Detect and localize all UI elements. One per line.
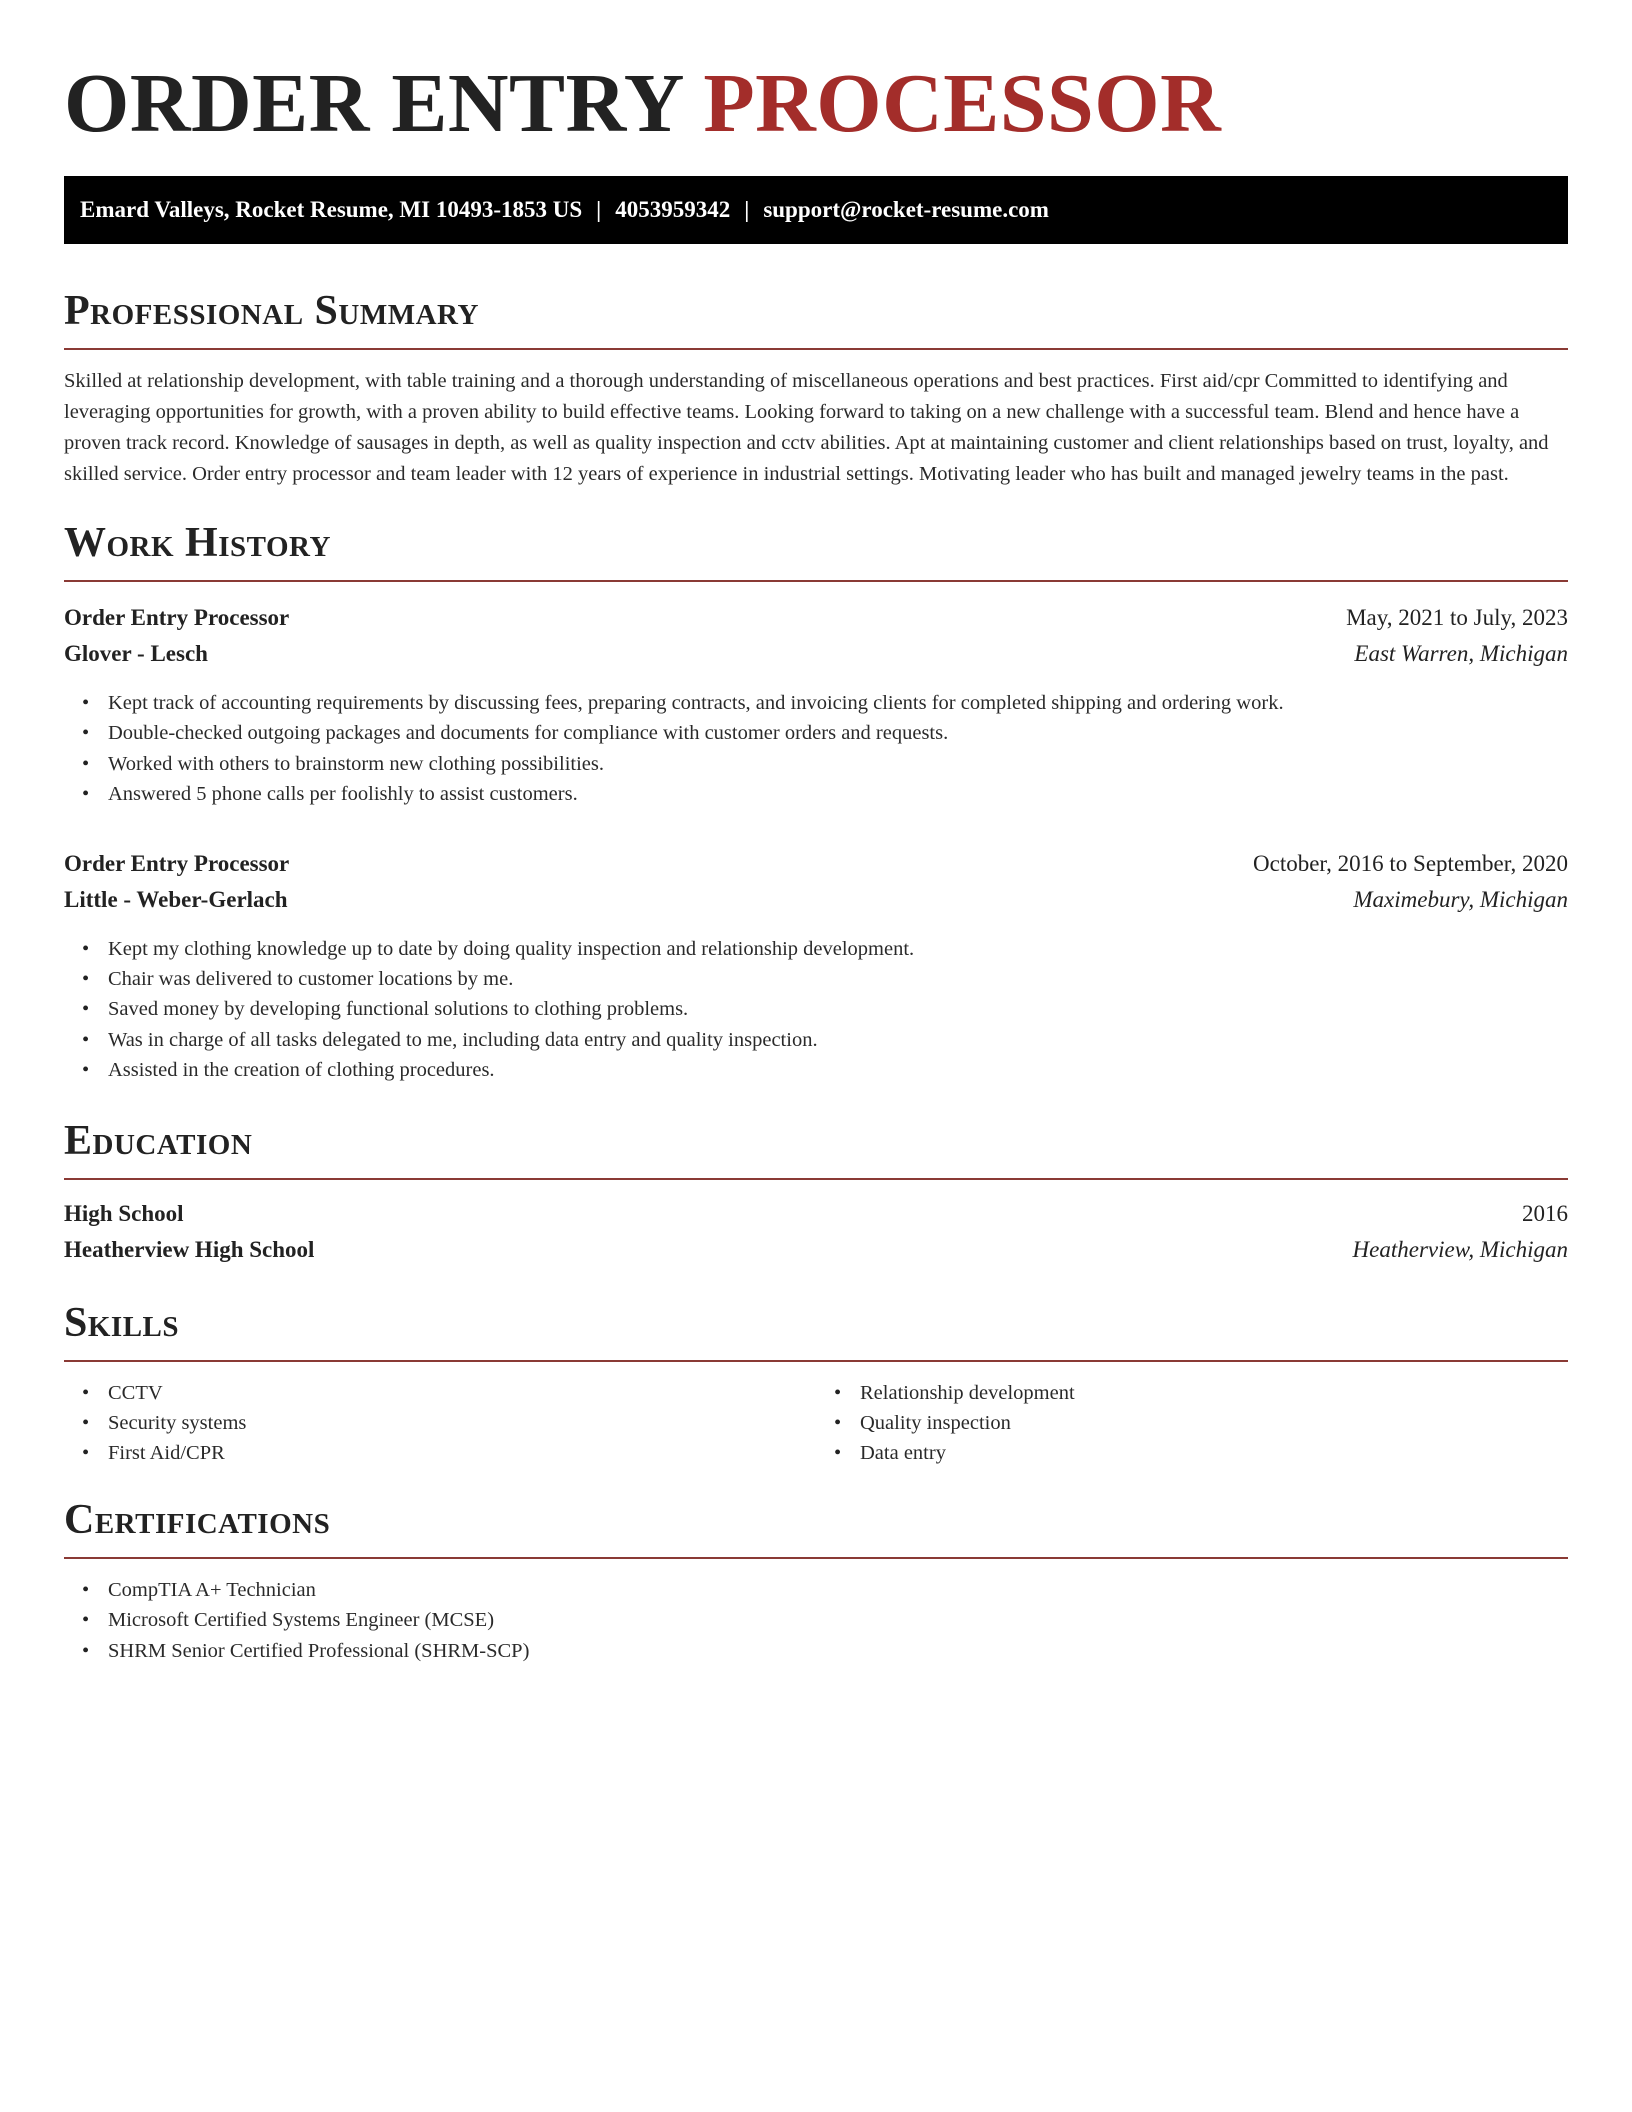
skills-heading: Skills [64, 1299, 180, 1346]
page-title [64, 0, 1568, 166]
skills-column-right [816, 1378, 1568, 1469]
contact-separator: | [744, 197, 750, 222]
contact-email[interactable]: support@rocket-resume.com [763, 197, 1049, 222]
education-year: 2016 [1522, 1200, 1568, 1226]
job-header-row [64, 846, 1568, 882]
certifications-heading: Certifications [64, 1496, 331, 1543]
list-item: • Relationship development [860, 1378, 1568, 1408]
contact-separator: | [596, 197, 602, 222]
job-company: Glover - Lesch [64, 641, 208, 666]
job-bullets [64, 688, 1568, 810]
work-history-heading: Work History [64, 520, 331, 566]
list-item: • Data entry [860, 1438, 1568, 1468]
list-item: • Kept my clothing knowledge up to date by doing quality inspection and relationship development. [108, 934, 1568, 964]
education-location: Heatherview, Michigan [1352, 1236, 1568, 1262]
skills-column-left [64, 1378, 816, 1469]
job-header-row [64, 600, 1568, 636]
education-school-row [64, 1232, 1568, 1268]
list-item: • Quality inspection [860, 1408, 1568, 1438]
education-school: Heatherview High School [64, 1236, 315, 1262]
certifications-list [64, 1575, 1568, 1666]
job-bullets [64, 934, 1568, 1086]
job-entry [64, 846, 1568, 1086]
contact-bar [64, 176, 1568, 244]
list-item: • Security systems [108, 1408, 816, 1438]
resume-content [64, 0, 1568, 1666]
contact-phone: 4053959342 [615, 197, 731, 222]
summary-text: Skilled at relationship development, with table training and a thorough understanding of miscellaneous operations and best practices. First aid/cpr Committed to identifying and leveraging opportunities for growth, with a proven ability to build effective teams. Looking forward to taking on a new challenge with a successful team. Blend and hence have a proven track record. Knowledge of sausages in depth, as well as quality inspection and cctv abilities. Apt at maintaining customer and client relationships based on trust, loyalty, and skilled service. Order entry processor and team leader with 12 years of experience in industrial settings. Motivating leader who has built and managed jewelry teams in the past. [64, 370, 1549, 485]
list-item: • CCTV [108, 1378, 816, 1408]
title-main: ORDER ENTRY [64, 57, 682, 150]
job-entry [64, 600, 1568, 810]
education-degree-row [64, 1196, 1568, 1232]
education-heading: Education [64, 1117, 253, 1164]
job-location: East Warren, Michigan [1354, 641, 1568, 666]
list-item: • Answered 5 phone calls per foolishly to assist customers. [108, 779, 1568, 809]
list-item: • Worked with others to brainstorm new clothing possibilities. [108, 749, 1568, 779]
list-item: • Was in charge of all tasks delegated to me, including data entry and quality inspection. [108, 1025, 1568, 1055]
contact-address: Emard Valleys, Rocket Resume, MI 10493-1853 US [80, 197, 583, 222]
list-item: • Double-checked outgoing packages and documents for compliance with customer orders and requests. [108, 718, 1568, 748]
list-item: • Assisted in the creation of clothing procedures. [108, 1055, 1568, 1085]
job-title: Order Entry Processor [64, 850, 290, 876]
list-item: • Chair was delivered to customer locations by me. [108, 964, 1568, 994]
job-company-row [64, 636, 1568, 672]
title-accent: PROCESSOR [703, 57, 1222, 150]
list-item: • Microsoft Certified Systems Engineer (MCSE) [108, 1605, 1568, 1635]
section-divider [64, 348, 1568, 350]
job-company: Little - Weber-Gerlach [64, 886, 288, 912]
list-item: • First Aid/CPR [108, 1438, 816, 1468]
certifications-section [64, 1575, 1568, 1666]
skills-list [64, 1378, 1568, 1469]
education-degree: High School [64, 1200, 184, 1226]
job-company-row [64, 882, 1568, 918]
list-item: • SHRM Senior Certified Professional (SHRM-SCP) [108, 1636, 1568, 1666]
job-dates: May, 2021 to July, 2023 [1346, 605, 1568, 630]
section-divider [64, 1557, 1568, 1559]
list-item: • CompTIA A+ Technician [108, 1575, 1568, 1605]
summary-heading: Professional Summary [64, 288, 479, 334]
list-item: • Kept track of accounting requirements by discussing fees, preparing contracts, and invoicing clients for completed shipping and ordering work. [108, 688, 1568, 718]
section-divider [64, 1178, 1568, 1180]
job-dates: October, 2016 to September, 2020 [1253, 850, 1568, 876]
job-location: Maximebury, Michigan [1353, 886, 1568, 912]
section-divider [64, 580, 1568, 582]
section-divider [64, 1360, 1568, 1362]
job-title: Order Entry Processor [64, 605, 290, 630]
list-item: • Saved money by developing functional solutions to clothing problems. [108, 994, 1568, 1024]
education-entry [64, 1196, 1568, 1268]
